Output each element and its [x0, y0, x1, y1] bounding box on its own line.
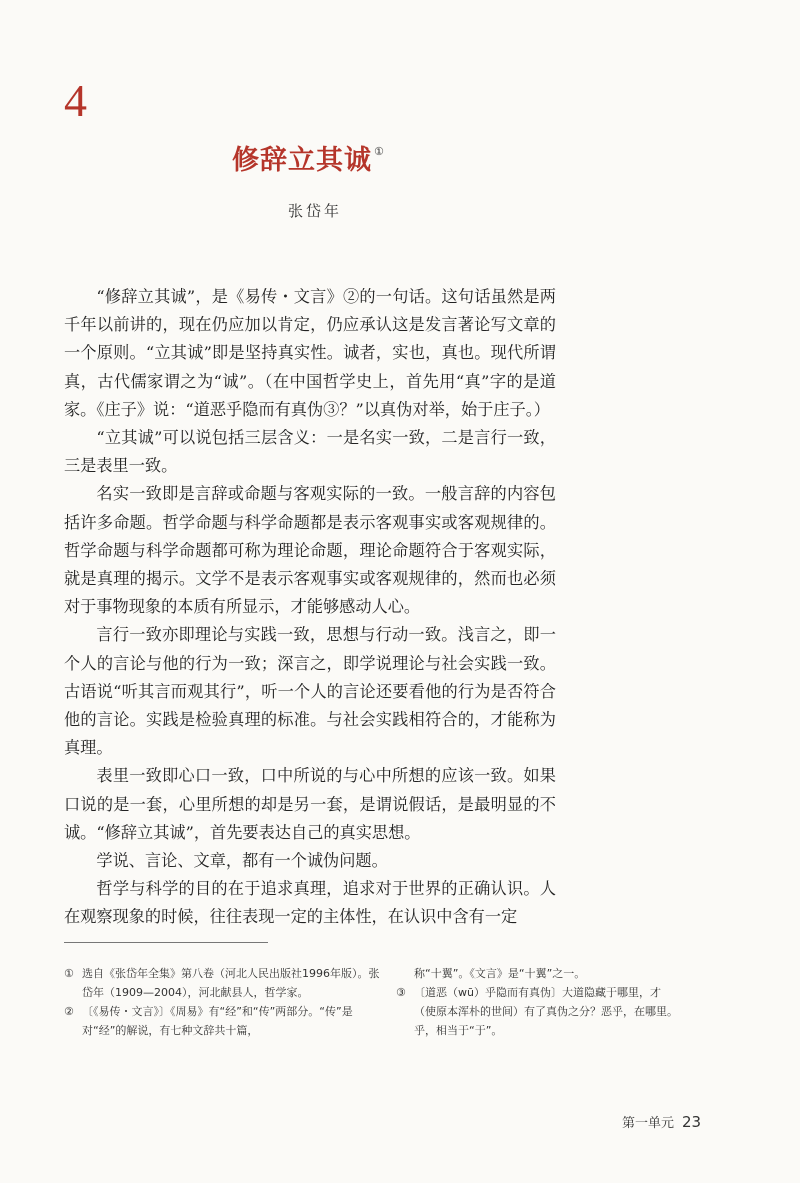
footnotes-right-column — [396, 964, 678, 1040]
footnote-mark: ② — [64, 1005, 74, 1018]
page-title — [232, 138, 385, 177]
footnotes-left-column — [64, 964, 384, 1040]
paragraph: 表里一致即心口一致，口中所说的与心中所想的应该一致。如果口说的是一套，心里所想的却是另一套，是谓说假话，是最明显的不诚。“修辞立其诚”，首先要表达自己的真实思想。 — [64, 766, 556, 842]
lesson-number: 4 — [64, 75, 87, 126]
footnote-text: 称“十翼”。《文言》是“十翼”之一。 — [414, 967, 586, 980]
footnote-2-continued — [396, 964, 678, 983]
paragraph: “立其诚”可以说包括三层含义：一是名实一致，二是言行一致，三是表里一致。 — [64, 428, 556, 476]
footnote-mark: ③ — [396, 986, 406, 999]
author-name: 张岱年 — [288, 202, 343, 220]
footnote-3 — [396, 983, 678, 1040]
paragraph: 言行一致亦即理论与实践一致，思想与行动一致。浅言之，即一个人的言论与他的行为一致；深言之，即学说理论与社会实践一致。古语说“听其言而观其行”，听一个人的言论还要看他的行为是否符合他的言论。实践是检验真理的标准。与社会实践相符合的，才能称为真理。 — [64, 625, 556, 758]
footnote-1 — [64, 964, 384, 1002]
page-footer — [622, 1112, 701, 1131]
paragraph: “修辞立其诚”，是《易传・文言》②的一句话。这句话虽然是两千年以前讲的，现在仍应加以肯定，仍应承认这是发言著论写文章的一个原则。“立其诚”即是坚持真实性。诚者，实也，真也。现代所谓真，古代儒家谓之为“诚”。（在中国哲学史上，首先用“真”字的是道家。《庄子》说：“道恶乎隐而有真伪③？”以真伪对举，始于庄子。） — [64, 287, 556, 419]
footnote-text: 选自《张岱年全集》第八卷（河北人民出版社1996年版）。张岱年（1909—2004），河北献县人，哲学家。 — [82, 967, 380, 999]
footnote-text: 〔《易传・文言》〕《周易》有“经”和“传”两部分。“传”是对“经”的解说，有七种文辞共十篇， — [82, 1005, 353, 1037]
footnote-mark: ① — [64, 967, 74, 980]
title-footnote-mark: ① — [374, 145, 385, 158]
paragraph: 哲学与科学的目的在于追求真理，追求对于世界的正确认识。人在观察现象的时候，往往表现一定的主体性，在认识中含有一定 — [64, 879, 556, 927]
footnote-2 — [64, 1002, 384, 1040]
title-text: 修辞立其诚 — [232, 145, 372, 176]
article-body — [64, 283, 556, 932]
footnote-text: 〔道恶（wū）乎隐而有真伪〕大道隐藏于哪里，才（使原本浑朴的世间）有了真伪之分？恶乎，在哪里。乎，相当于“于”。 — [414, 986, 678, 1037]
unit-label: 第一单元 — [622, 1116, 675, 1131]
paragraph: 学说、言论、文章，都有一个诚伪问题。 — [96, 851, 388, 871]
footnote-divider — [64, 942, 268, 943]
page-number: 23 — [682, 1113, 702, 1131]
paragraph: 名实一致即是言辞或命题与客观实际的一致。一般言辞的内容包括许多命题。哲学命题与科学命题都是表示客观事实或客观规律的。哲学命题与科学命题都可称为理论命题，理论命题符合于客观实际，就是真理的揭示。文学不是表示客观事实或客观规律的，然而也必须对于事物现象的本质有所显示，才能够感动人心。 — [64, 484, 556, 617]
